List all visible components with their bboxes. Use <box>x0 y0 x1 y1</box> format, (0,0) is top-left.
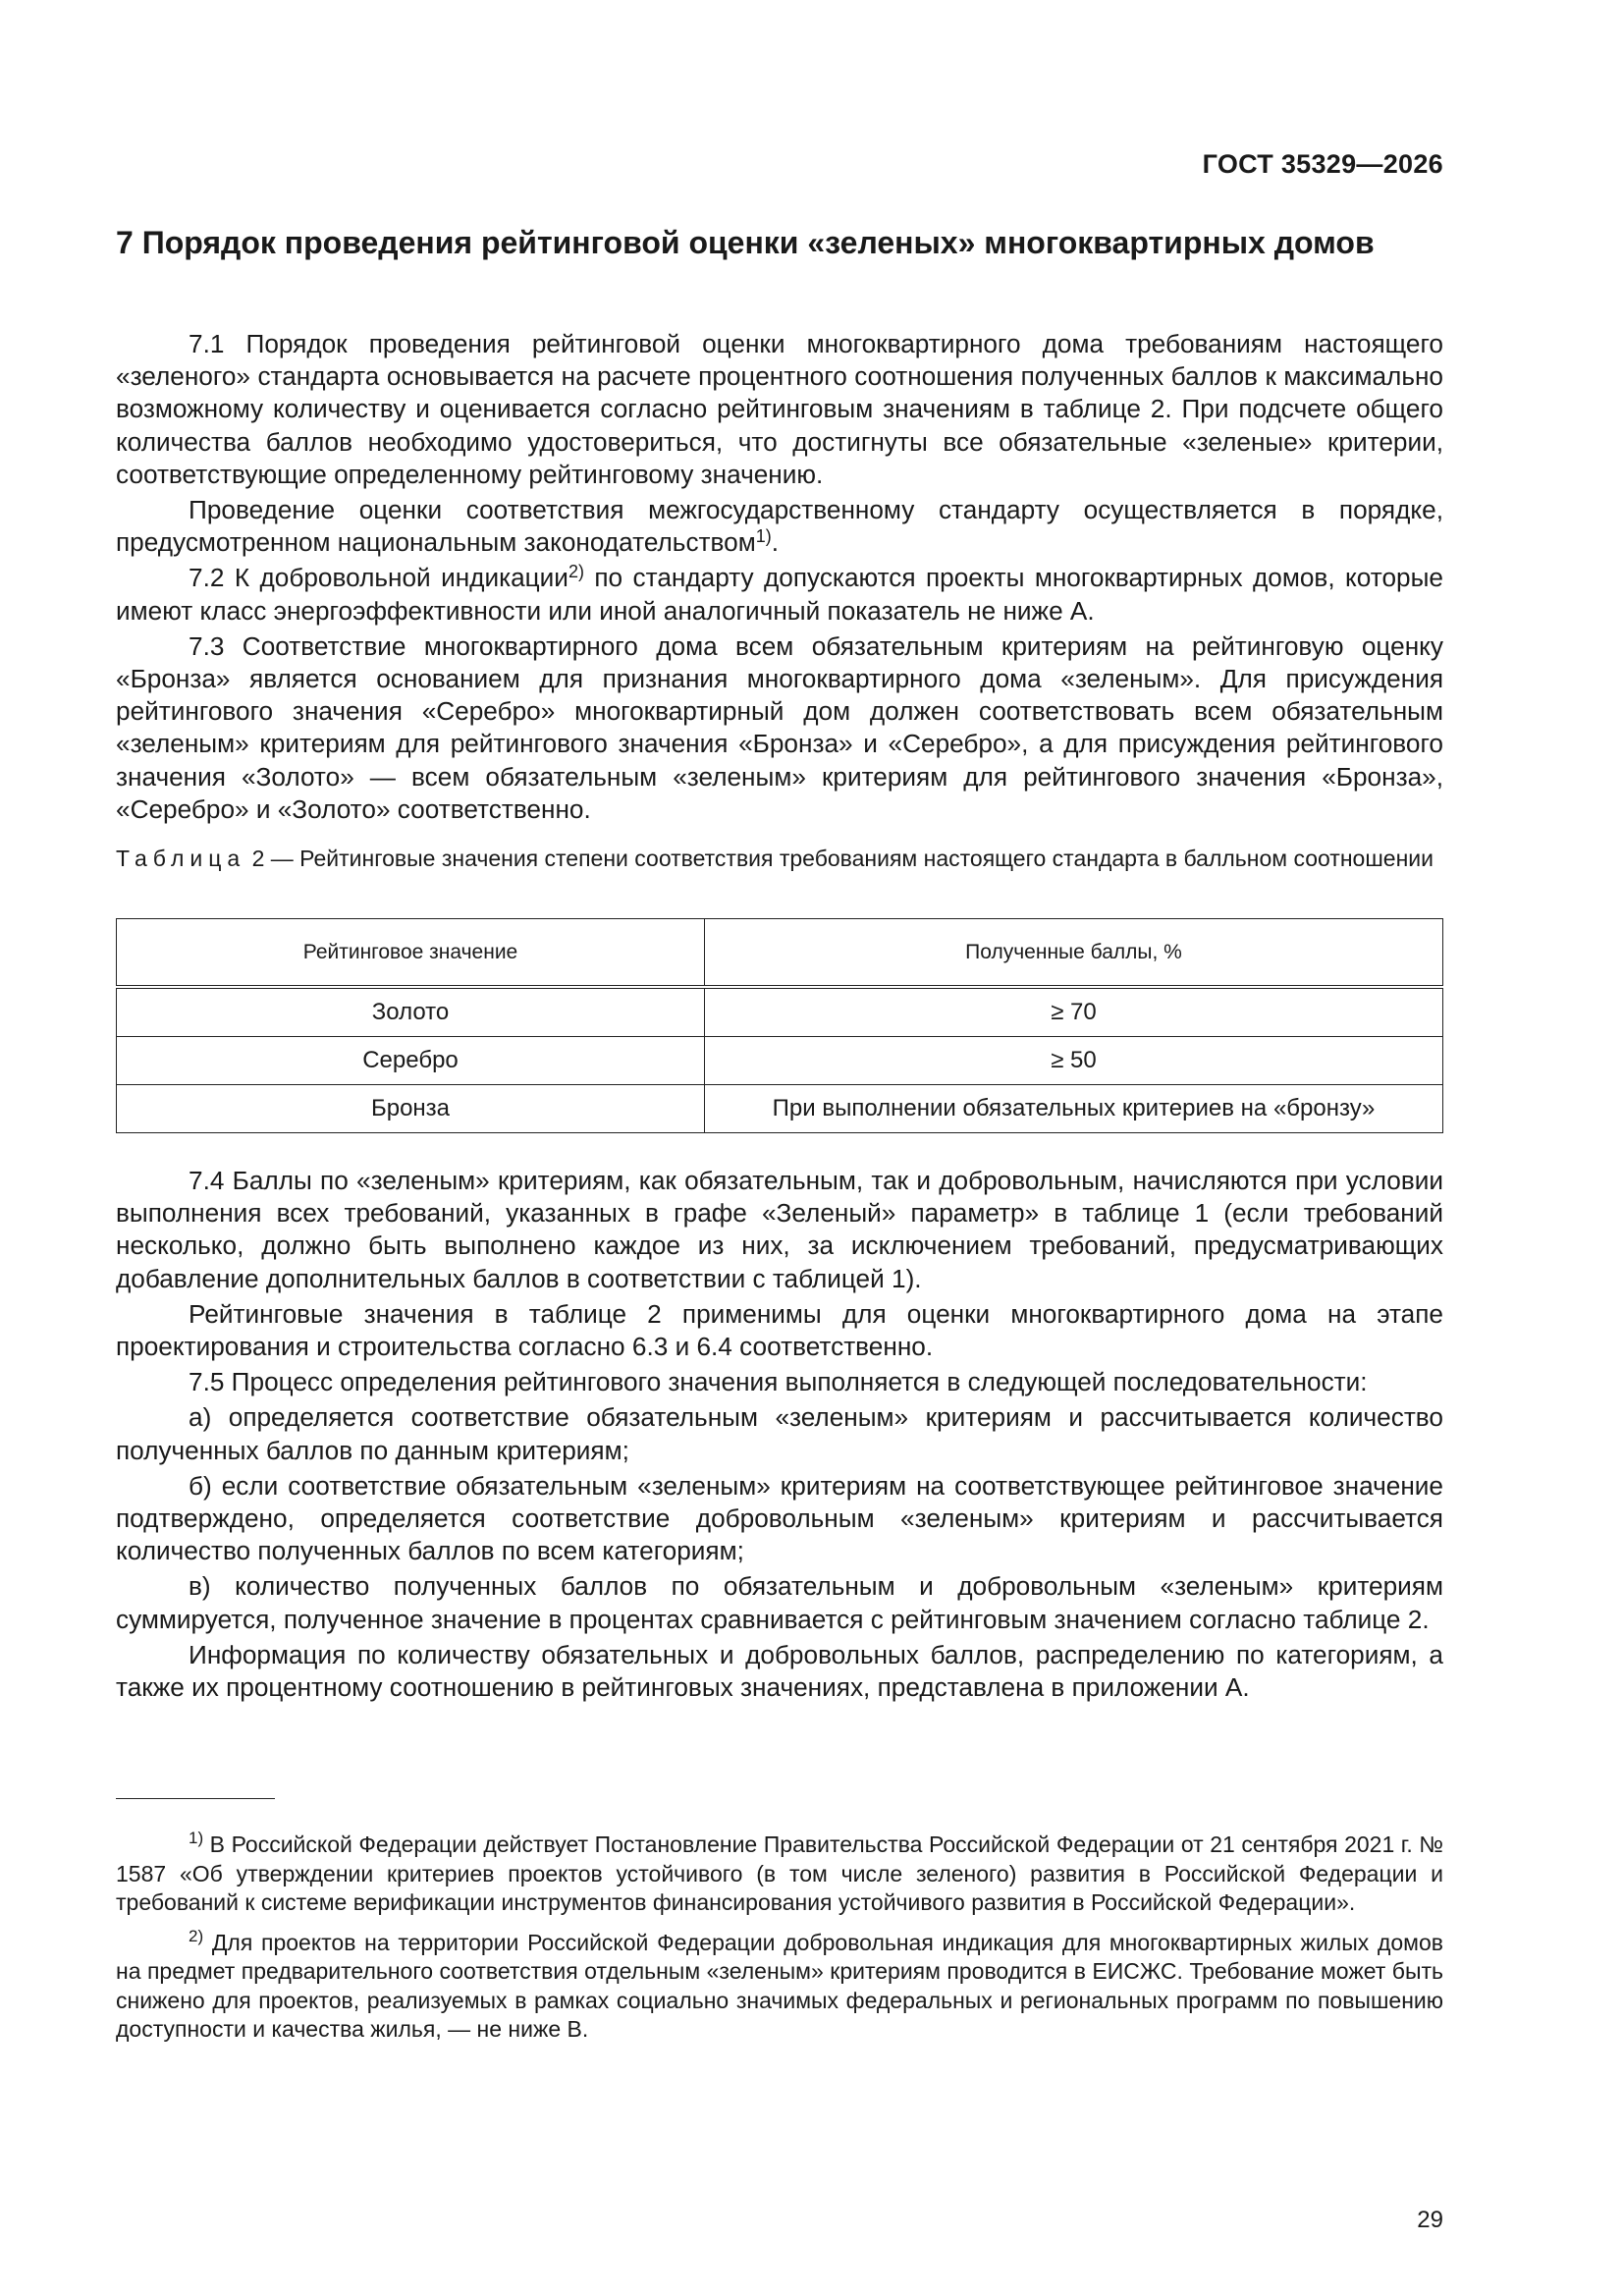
table-cell: ≥ 70 <box>705 987 1443 1037</box>
text-block-before-table <box>116 328 1443 829</box>
paragraph-7-3: 7.3 Соответствие многоквартирного дома всем обязательным критериям на рейтинговую оценку «Бронза» является основанием для признания многоквартирного дома «зеленым». Для присуждения рейтингового значения «Серебро» многоквартирный дом должен соответствовать всем обязательным «зеленым» критериям для рейтингового значения «Бронза» и «Серебро», а для присуждения рейтингового значения «Золото» — всем обязательным «зеленым» критериям для рейтингового значения «Бронза», «Серебро» и «Золото» соответственно. <box>116 630 1443 824</box>
page-number: 29 <box>1417 2207 1443 2233</box>
table-row <box>117 1037 1443 1085</box>
footnote-2: $^{2)}$ Для проектов на территории Российской Федерации добровольная индикация для многоквартирных жилых домов на предмет предварительного соответствия отдельным «зеленым» критериям проводится в ЕИСЖС. Требование может быть снижено для проектов, реализуемых в рамках социально значимых федеральных и региональных программ по повышению доступности и качества жилья, — не ниже В. <box>116 1926 1443 2042</box>
paragraph-rating-values: Рейтинговые значения в таблице 2 применимы для оценки многоквартирного дома на этапе проектирования и строительства согласно 6.3 и 6.4 соответственно. <box>116 1298 1443 1362</box>
table-cell: Серебро <box>117 1037 705 1085</box>
paragraph-7-1: 7.1 Порядок проведения рейтинговой оценки многоквартирного дома требованиям настоящего «зеленого» стандарта основывается на расчете процентного соотношения полученных баллов к максимально возможному количеству и оценивается согласно рейтинговым значениям в таблице 2. При подсчете общего количества баллов необходимо удостовериться, что достигнуты все обязательные «зеленые» критерии, соответствующие определенному рейтинговому значению. <box>116 329 1443 489</box>
table-cell: При выполнении обязательных критериев на «бронзу» <box>705 1085 1443 1133</box>
rating-table <box>116 918 1443 1133</box>
table-header-cell: Рейтинговое значение <box>117 919 705 988</box>
text-block-after-table <box>116 1165 1443 1707</box>
table-header-row <box>117 919 1443 988</box>
standard-header: ГОСТ 35329—2026 <box>1202 149 1443 179</box>
paragraph-appendix-info: Информация по количеству обязательных и добровольных баллов, распределению по категориям, а также их процентному соотношению в рейтинговых значениях, представлена в приложении А. <box>116 1639 1443 1703</box>
table-cell: Бронза <box>117 1085 705 1133</box>
table-row <box>117 987 1443 1037</box>
list-item-b: б) если соответствие обязательным «зеленым» критериям на соответствующее рейтинговое значение подтверждено, определяется соответствие добровольным «зеленым» критериям и рассчитывается количество полученных баллов по всем категориям; <box>116 1470 1443 1566</box>
table-caption: Таблица 2 — Рейтинговые значения степени соответствия требованиям настоящего стандарта в балльном соотношении <box>116 846 1434 871</box>
paragraph-7-5: 7.5 Процесс определения рейтингового значения выполняется в следующей последовательности: <box>189 1367 1368 1397</box>
table-cell: ≥ 50 <box>705 1037 1443 1085</box>
list-item-v: в) количество полученных баллов по обязательным и добровольным «зеленым» критериям суммируется, полученное значение в процентах сравнивается с рейтинговым значением согласно таблице 2. <box>116 1571 1443 1634</box>
list-item-a: а) определяется соответствие обязательным «зеленым» критериям и рассчитывается количество полученных баллов по данным критериям; <box>116 1402 1443 1465</box>
table-row <box>117 1085 1443 1133</box>
paragraph-7-2: 7.2 К добровольной индикации$^{2)}$ по стандарту допускаются проекты многоквартирных домов, которые имеют класс энергоэффективности или иной аналогичный показатель не ниже А. <box>116 562 1443 626</box>
paragraph-assessment: Проведение оценки соответствия межгосударственному стандарту осуществляется в порядке, предусмотренном национальным законодательством$^{1)}$. <box>116 495 1443 558</box>
footnote-ref-1: 1) <box>755 526 772 547</box>
document-page <box>116 0 1443 2296</box>
section-title: 7 Порядок проведения рейтинговой оценки «зеленых» многоквартирных домов <box>116 225 1375 260</box>
footnote-divider <box>116 1798 275 1799</box>
footnote-ref-2: 2) <box>568 562 584 582</box>
paragraph-7-4: 7.4 Баллы по «зеленым» критериям, как обязательным, так и добровольным, начисляются при условии выполнения всех требований, указанных в графе «Зеленый» параметр» в таблице 1 (если требований несколько, должно быть выполнено каждое из них, за исключением требований, предусматривающих добавление дополнительных баллов в соответствии с таблицей 1). <box>116 1166 1443 1293</box>
footnote-1: $^{1)}$ В Российской Федерации действует Постановление Правительства Российской Федерации от 21 сентября 2021 г. № 1587 «Об утверждении критериев проектов устойчивого (в том числе зеленого) развития в Российской Федерации и требований к системе верификации инструментов финансирования устойчивого развития в Российской Федерации». <box>116 1829 1443 1915</box>
table-cell: Золото <box>117 987 705 1037</box>
table-header-cell: Полученные баллы, % <box>705 919 1443 988</box>
footnotes <box>116 1831 1443 2055</box>
